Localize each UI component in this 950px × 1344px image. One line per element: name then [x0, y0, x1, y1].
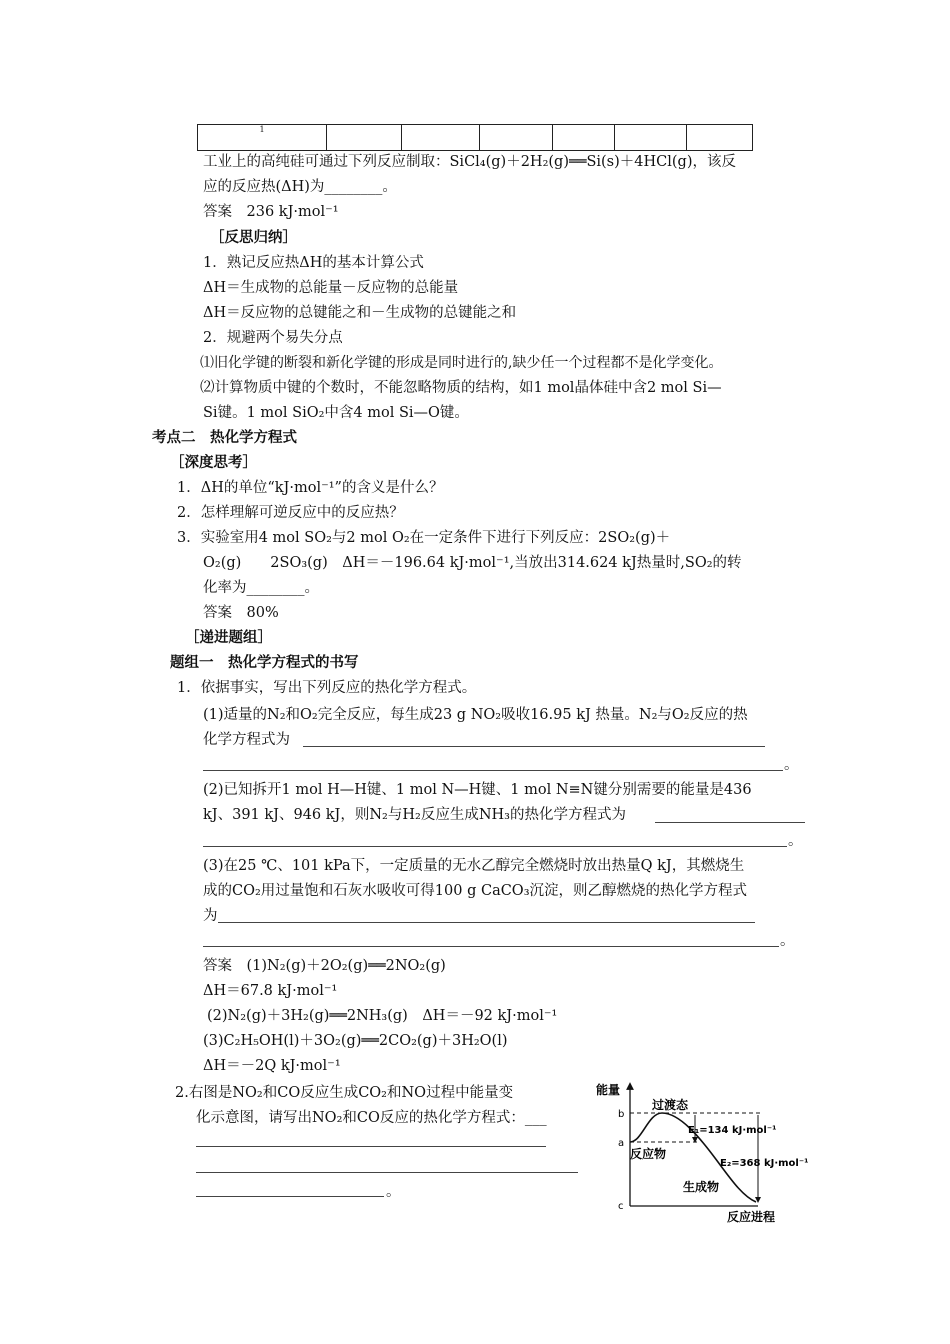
answer-blank: [196, 1146, 546, 1147]
part2-line1: (2)已知拆开1 mol H—H键、1 mol N—H键、1 mol N≡N键分别需要的能量是436: [203, 782, 752, 798]
reflect-item: ΔH＝反应物的总键能之和－生成物的总键能之和: [203, 305, 517, 321]
energy-diagram: [590, 1078, 820, 1228]
x-axis-label: 反应进程: [727, 1210, 776, 1224]
group1-title: 题组一 热化学方程式的书写: [170, 655, 359, 671]
answer-blank: [203, 770, 783, 771]
reflect-heading: ［反思归纳］: [210, 230, 297, 246]
level-label-a: a: [618, 1138, 625, 1149]
answer-1a: 答案 (1)N₂(g)＋2O₂(g)══2NO₂(g): [203, 958, 446, 974]
table-cell: [553, 125, 615, 151]
answer-blank: [196, 1172, 578, 1173]
period: 。: [784, 757, 799, 773]
data-table: [197, 124, 753, 151]
part3-line3: 为: [203, 908, 218, 924]
period: 。: [788, 833, 803, 849]
answer-blank: [203, 846, 787, 847]
question-si-line1: 工业上的高纯硅可通过下列反应制取：SiCl₄(g)＋2H₂(g)══Si(s)＋4HCl(g)，该反: [203, 154, 736, 170]
table-cell: [687, 125, 753, 151]
level-label-c: c: [618, 1201, 624, 1212]
reflect-item: 2．规避两个易失分点: [203, 330, 343, 346]
transition-state-label: 过渡态: [652, 1098, 689, 1112]
part1-line2: 化学方程式为: [203, 732, 290, 748]
deep-question-3-line1: 3．实验室用4 mol SO₂与2 mol O₂在一定条件下进行下列反应：2SO₂(g)＋: [177, 530, 671, 546]
answer-3b: ΔH＝－2Q kJ·mol⁻¹: [203, 1058, 341, 1074]
table-cell: [402, 125, 480, 151]
table-row: [198, 125, 753, 151]
deep-question-3-answer: 答案 80%: [203, 605, 279, 621]
answer-1b: ΔH＝67.8 kJ·mol⁻¹: [203, 983, 338, 999]
deep-question-3-line2: O₂(g) 2SO₃(g) ΔH＝－196.64 kJ·mol⁻¹,当放出314.624 kJ热量时,SO₂的转: [203, 555, 742, 571]
y-axis-label: 能量: [596, 1083, 621, 1097]
reflect-item: ΔH＝生成物的总能量－反应物的总能量: [203, 280, 459, 296]
table-cell: 1: [198, 125, 327, 151]
reflect-item: 1．熟记反应热ΔH的基本计算公式: [203, 255, 424, 271]
reflect-item: ⑵计算物质中键的个数时，不能忽略物质的结构，如1 mol晶体硅中含2 mol Si—: [200, 380, 722, 396]
answer-3a: (3)C₂H₅OH(l)＋3O₂(g)══2CO₂(g)＋3H₂O(l): [203, 1033, 508, 1049]
question-si-line2: 应的反应热(ΔH)为________。: [203, 179, 397, 195]
answer-blank: [655, 822, 805, 823]
answer-blank: [196, 1196, 384, 1197]
question-si-answer: 答案 236 kJ·mol⁻¹: [203, 204, 339, 220]
section-title: 考点二 热化学方程式: [152, 430, 297, 446]
level-label-b: b: [618, 1109, 625, 1120]
reflect-item: ⑴旧化学键的断裂和新化学键的形成是同时进行的,缺少任一个过程都不是化学变化。: [200, 355, 723, 371]
deep-question-1: 1．ΔH的单位“kJ·mol⁻¹”的含义是什么？: [177, 480, 444, 496]
reflect-item: Si键。1 mol SiO₂中含4 mol Si—O键。: [203, 405, 469, 421]
table-cell: [480, 125, 553, 151]
answer-2: (2)N₂(g)＋3H₂(g)══2NH₃(g) ΔH＝－92 kJ·mol⁻¹: [207, 1008, 558, 1024]
e2-label: E₂=368 kJ·mol⁻¹: [720, 1158, 809, 1169]
question2-line2: 化示意图，请写出NO₂和CO反应的热化学方程式：___: [196, 1110, 547, 1126]
deep-thinking-heading: ［深度思考］: [170, 455, 257, 471]
part2-line2: kJ、391 kJ、946 kJ，则N₂与H₂反应生成NH₃的热化学方程式为: [203, 807, 626, 823]
progressive-heading: ［递进题组］: [185, 630, 272, 646]
table-cell: [327, 125, 402, 151]
answer-blank: [218, 922, 755, 923]
table-cell: [615, 125, 687, 151]
answer-blank: [203, 946, 779, 947]
group1-question-intro: 1．依据事实，写出下列反应的热化学方程式。: [177, 680, 477, 696]
deep-question-2: 2．怎样理解可逆反应中的反应热？: [177, 505, 404, 521]
period: 。: [780, 933, 795, 949]
part1-line1: (1)适量的N₂和O₂完全反应，每生成23 g NO₂吸收16.95 kJ 热量。N₂与O₂反应的热: [203, 707, 748, 723]
reactant-label: 反应物: [630, 1147, 667, 1161]
part3-line1: (3)在25 ℃、101 kPa下，一定质量的无水乙醇完全燃烧时放出热量Q kJ，其燃烧生: [203, 858, 745, 874]
period: 。: [386, 1184, 401, 1200]
product-label: 生成物: [683, 1180, 720, 1194]
e1-label: E₁=134 kJ·mol⁻¹: [688, 1125, 777, 1136]
deep-question-3-line3: 化率为________。: [203, 580, 319, 596]
question2-line1: 2.右图是NO₂和CO反应生成CO₂和NO过程中能量变: [175, 1085, 514, 1101]
answer-blank: [303, 746, 765, 747]
part3-line2: 成的CO₂用过量饱和石灰水吸收可得100 g CaCO₃沉淀，则乙醇燃烧的热化学方程式: [203, 883, 748, 899]
